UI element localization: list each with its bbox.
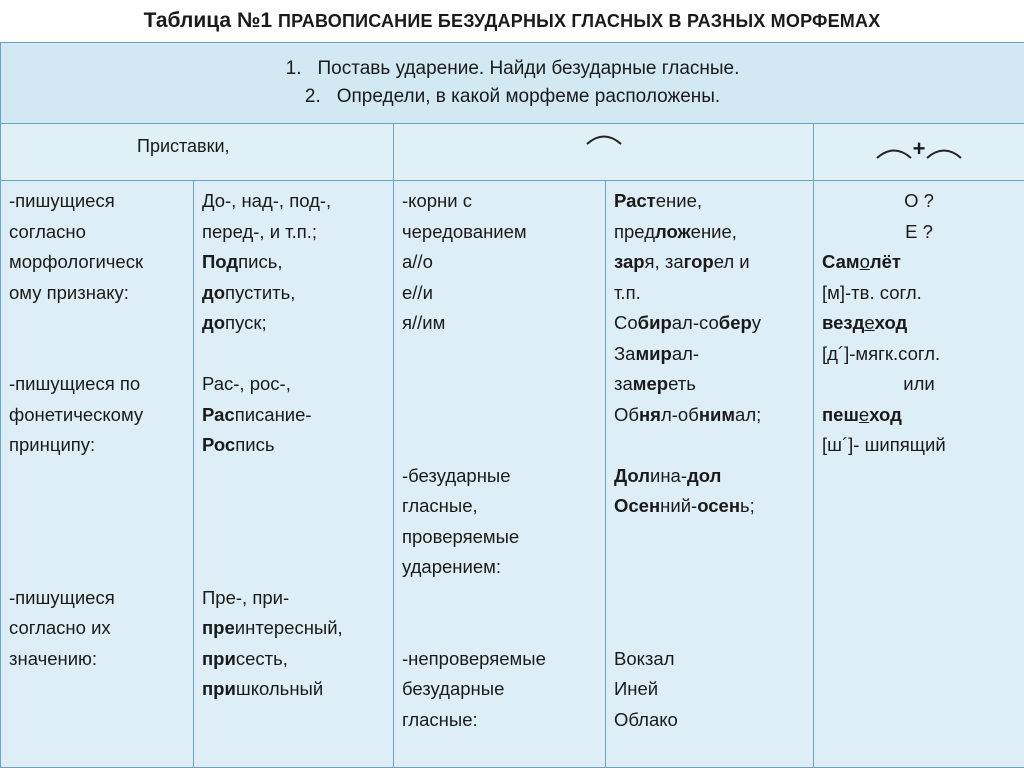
plus-sign: + [913,138,926,160]
cell-text [202,400,385,431]
cell-text: о [860,251,870,272]
cell-text: Иней [614,674,805,705]
cell-text: при [202,648,236,669]
cell-text: ал; [735,404,761,425]
prefix-labels-cell [1,181,194,768]
cell-text [202,308,385,339]
cell-text: интересный, [235,617,343,638]
root-examples-cell [606,181,814,768]
cell-text: ал-со [672,312,719,333]
header-root [394,124,814,181]
cell-text [614,491,805,522]
cell-text: зар [614,251,645,272]
cell-text: е [859,404,869,425]
cell-text: при [202,678,236,699]
cell-text: согласно [9,217,185,248]
cell-text: -безударные [402,461,597,492]
cell-text: я//им [402,308,597,339]
cell-text [402,613,597,644]
compound-cell [814,181,1024,768]
cell-text: -непроверяемые [402,644,597,675]
cell-text [202,522,385,553]
cell-text [202,339,385,370]
cell-text [614,430,805,461]
cell-text: пись, [238,251,282,272]
cell-text: ому признаку: [9,278,185,309]
cell-text: согласно их [9,613,185,644]
cell-text: лож [655,221,691,242]
cell-text: пеш [822,404,859,425]
cell-text: у [752,312,761,333]
cell-text [202,461,385,492]
cell-text: или [822,369,1016,400]
cell-text: безударные [402,674,597,705]
cell-text: ний- [660,495,697,516]
cell-text: До-, над-, под-, [202,186,385,217]
cell-text: фонетическому [9,400,185,431]
cell-text: бер [719,312,752,333]
cell-text: ход [869,404,902,425]
cell-text [202,430,385,461]
cell-text [614,247,805,278]
cell-text [402,339,597,370]
cell-text [614,308,805,339]
cell-text [822,400,1016,431]
instruction-item: 1. Поставь ударение. Найди безударные гласные. [1,55,1024,83]
cell-text: т.п. [614,278,805,309]
cell-text: значению: [9,644,185,675]
cell-text [9,339,185,370]
cell-text: ударением: [402,552,597,583]
cell-text [402,430,597,461]
cell-text: -корни с [402,186,597,217]
cell-text: дол [687,465,721,486]
instructions-list [1,43,1024,111]
instructions-cell [1,43,1024,124]
cell-text: Со [614,312,638,333]
cell-text: [ш´]- шипящий [822,430,1016,461]
root-arc-icon [925,146,963,160]
cell-text [614,552,805,583]
cell-text: Пре-, при- [202,583,385,614]
cell-text: до [202,282,225,303]
cell-text [202,278,385,309]
cell-text: [д´]-мягк.согл. [822,339,1016,370]
cell-text: Вокзал [614,644,805,675]
root-arc-icon [875,146,913,160]
cell-text: ел и [714,251,750,272]
cell-text: е [864,312,874,333]
body-row [1,181,1024,768]
cell-text: за [614,373,633,394]
cell-text [9,491,185,522]
cell-text: Раст [614,190,656,211]
cell-text: пре [202,617,235,638]
cell-text: ение, [691,221,737,242]
cell-text [614,522,805,553]
cell-text: Сам [822,251,860,272]
cell-text: я, за [645,251,684,272]
cell-text: мир [635,343,671,364]
cell-text [822,308,1016,339]
cell-text [202,644,385,675]
cell-text [614,369,805,400]
cell-text: бир [638,312,672,333]
header-row [1,124,1024,181]
cell-text [9,522,185,553]
cell-text [614,461,805,492]
morphemes-table [0,42,1024,768]
cell-text [402,369,597,400]
cell-text [9,308,185,339]
cell-text: е//и [402,278,597,309]
cell-text: пуск; [225,312,267,333]
cell-text: Рос [202,434,235,455]
cell-text: перед-, и т.п.; [202,217,385,248]
header-compound [814,124,1024,181]
cell-text: Облако [614,705,805,736]
cell-text: За [614,343,635,364]
cell-text: везд [822,312,864,333]
root-arc-icon [584,132,624,146]
cell-text: до [202,312,225,333]
cell-text: л-об [661,404,699,425]
cell-text: ня [639,404,661,425]
cell-text [822,247,1016,278]
cell-text: а//о [402,247,597,278]
cell-text: морфологическ [9,247,185,278]
cell-text: Осен [614,495,660,516]
cell-text: осен [697,495,740,516]
cell-text: чередованием [402,217,597,248]
cell-text [402,583,597,614]
cell-text: ход [875,312,908,333]
cell-text [202,552,385,583]
cell-text: Е ? [822,217,1016,248]
cell-text: Рас-, рос-, [202,369,385,400]
cell-text: пись [235,434,274,455]
cell-text [614,400,805,431]
cell-text: ина- [650,465,687,486]
cell-text: ение, [656,190,702,211]
instructions-row [1,43,1024,124]
prefix-examples-cell [194,181,394,768]
cell-text: -пишущиеся [9,583,185,614]
cell-text: Рас [202,404,235,425]
cell-text [614,583,805,614]
compound-root-icon [814,124,1024,160]
cell-text: пустить, [225,282,295,303]
cell-text [614,339,805,370]
cell-text: проверяемые [402,522,597,553]
instruction-item: 2. Определи, в какой морфеме расположены. [1,83,1024,111]
cell-text: Об [614,404,639,425]
cell-text: школьный [236,678,323,699]
cell-text: принципу: [9,430,185,461]
cell-text: еть [668,373,696,394]
title-main: ПРАВОПИСАНИЕ БЕЗУДАРНЫХ ГЛАСНЫХ В РАЗНЫХ МОРФЕМАХ [278,11,880,32]
page-title [0,0,1024,42]
cell-text: -пишущиеся [9,186,185,217]
cell-text: ь; [740,495,755,516]
cell-text [614,186,805,217]
root-labels-cell [394,181,606,768]
cell-text: мер [633,373,668,394]
cell-text: гласные, [402,491,597,522]
cell-text [202,674,385,705]
cell-text [9,461,185,492]
cell-text: гор [684,251,714,272]
title-prefix: Таблица №1 [144,9,272,33]
header-prefixes: Приставки, [1,124,394,181]
cell-text [9,552,185,583]
cell-text [202,613,385,644]
cell-text: пред [614,221,655,242]
cell-text [614,613,805,644]
cell-text: ним [699,404,735,425]
cell-text: -пишущиеся по [9,369,185,400]
cell-text: Дол [614,465,650,486]
cell-text: лёт [870,251,901,272]
cell-text [202,247,385,278]
cell-text: ал- [672,343,699,364]
cell-text: О ? [822,186,1016,217]
cell-text: писание- [235,404,312,425]
cell-text [402,400,597,431]
cell-text [614,217,805,248]
cell-text [202,491,385,522]
cell-text: [м]-тв. согл. [822,278,1016,309]
cell-text: сесть, [236,648,288,669]
cell-text: Под [202,251,238,272]
cell-text: гласные: [402,705,597,736]
